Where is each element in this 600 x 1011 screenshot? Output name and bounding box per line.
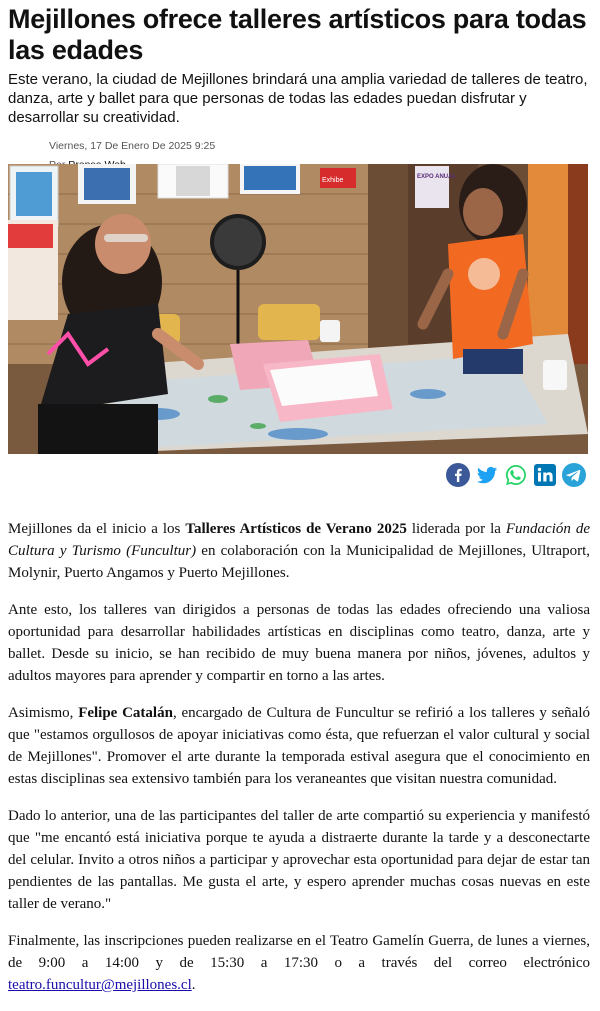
publish-date: Viernes, 17 De Enero De 2025 9:25	[49, 140, 216, 152]
article	[8, 0, 591, 993]
facebook-share-button[interactable]	[446, 463, 470, 487]
paragraph-5	[8, 930, 590, 996]
paragraph-3	[8, 702, 590, 790]
paragraph-1	[8, 518, 590, 584]
twitter-share-button[interactable]	[475, 463, 499, 487]
linkedin-share-button[interactable]	[533, 463, 557, 487]
program-name: Talleres Artísticos de Verano 2025	[185, 521, 407, 537]
paragraph-4: Dado lo anterior, una de las participantes del taller de arte compartió su experiencia y manifestó que "me encantó está iniciativa porque te ayuda a distraerte durante la tarde y a desconectarte del celular. Invito a otros niños a participar y aprovechar esta oportunidad para dejar de estar tan pendientes de las pantallas. Me gusta el arte, y espero aprender muchas cosas nuevas en este taller de verano."	[8, 808, 590, 912]
article-photo	[8, 164, 588, 454]
p3-text-c: , encargado de Cultura de Funcultur se refirió a los talleres y señaló que "estamos orgullosos de apoyar iniciativas como ésta, que refuerzan el valor cultural y social de Mejillones". Promover el arte durante la temporada estival asegura que el conocimiento en estas disciplinas sea extensivo también para los veraneantes que visitan nuestra comunidad.	[8, 705, 590, 787]
p1-text-a: Mejillones da el inicio a los	[8, 521, 186, 537]
p3-text-a: Asimismo,	[8, 705, 79, 721]
whatsapp-share-button[interactable]	[504, 463, 528, 487]
twitter-icon	[475, 463, 499, 487]
p5-text-a: Finalmente, las inscripciones pueden realizarse en el Teatro Gamelín Guerra, de lunes a viernes, de 9:00 a 14:00 y de 15:30 a 17:30 o a través del correo electrónico	[8, 933, 590, 971]
wall-sign-1: Exhibe	[322, 177, 344, 184]
article-body	[8, 518, 590, 1011]
telegram-icon	[562, 463, 586, 487]
p5-text-end: .	[191, 977, 196, 993]
photo-illustration	[8, 164, 588, 454]
facebook-icon	[446, 463, 470, 487]
article-title: Mejillones ofrece talleres artísticos para todas las edades	[8, 4, 587, 65]
linkedin-icon	[533, 463, 557, 487]
paragraph-2: Ante esto, los talleres van dirigidos a personas de todas las edades ofreciendo una valiosa oportunidad para desarrollar habilidades artísticas en disciplinas como teatro, danza, arte y ballet. Desde su inicio, se han recibido de muy buena manera por niños, jóvenes, adultos y adultos mayores para aprender y compartir en torno a las artes.	[8, 602, 590, 684]
share-bar	[446, 463, 586, 487]
p1-text-c: liderada por la	[406, 521, 506, 537]
email-link[interactable]: teatro.funcultur@mejillones.cl	[8, 977, 192, 993]
p1-text-e: en colaboración con la Municipalidad de Mejillones, Ultraport, Molynir, Puerto Angamos y Puerto Mejillones.	[8, 543, 590, 581]
whatsapp-icon	[504, 463, 528, 487]
telegram-share-button[interactable]	[562, 463, 586, 487]
person-name: Felipe Catalán	[78, 705, 173, 721]
foundation-name: Fundación de Cultura y Turismo (Funcultur)	[8, 521, 591, 559]
article-lead: Este verano, la ciudad de Mejillones brindará una amplia variedad de talleres de teatro, danza, arte y ballet para que personas de todas las edades puedan disfrutar y desarrollar su creatividad.	[8, 71, 588, 126]
wall-sign-2: EXPO ANUAL	[417, 174, 457, 180]
